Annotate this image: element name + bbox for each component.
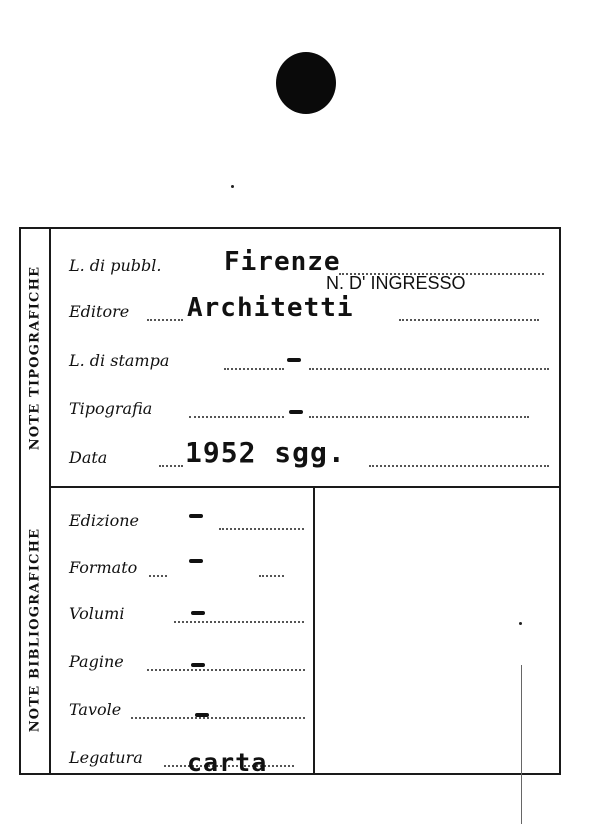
field-label: L. di stampa — [69, 351, 170, 370]
catalog-card — [19, 227, 561, 775]
dotted-line — [149, 575, 167, 577]
dotted-line — [174, 621, 304, 623]
field-value-dash — [191, 663, 205, 667]
field-value: 1952 sgg. — [185, 436, 346, 469]
field-value-dash — [189, 559, 203, 563]
field-label: Tipografia — [69, 399, 153, 418]
field-value-dash — [195, 713, 209, 717]
field-tavole — [69, 693, 309, 723]
ingresso-label: N. D' INGRESSO — [326, 273, 466, 293]
punch-hole — [276, 52, 336, 114]
dotted-line — [159, 465, 183, 467]
field-formato — [69, 551, 309, 581]
field-label: Data — [69, 448, 108, 467]
field-label: Tavole — [69, 700, 122, 719]
field-volumi — [69, 597, 309, 627]
dotted-line — [219, 528, 304, 530]
ingresso-divider — [313, 487, 315, 775]
field-value-dash — [191, 611, 205, 615]
field-edizione — [69, 504, 309, 534]
field-value: carta — [187, 748, 268, 777]
field-label: Formato — [69, 558, 138, 577]
field-label: L. di pubbl. — [69, 256, 162, 275]
dotted-line — [224, 368, 284, 370]
scan-line — [521, 665, 522, 824]
field-editore — [69, 295, 549, 325]
dotted-line — [369, 465, 549, 467]
field-luogo-pubblicazione — [69, 249, 549, 279]
dotted-line — [147, 669, 305, 671]
field-data — [69, 436, 549, 471]
field-value: Firenze — [224, 247, 341, 277]
dotted-line — [189, 416, 284, 418]
field-value-dash — [189, 514, 203, 518]
field-label: Volumi — [69, 604, 125, 623]
speck — [519, 622, 522, 625]
field-value-dash — [287, 358, 301, 362]
field-value: Architetti — [187, 293, 354, 323]
dotted-line — [131, 717, 305, 719]
dotted-line — [309, 368, 549, 370]
field-tipografia — [69, 392, 549, 422]
field-value-dash — [289, 410, 303, 414]
dotted-line — [399, 319, 539, 321]
field-label: Pagine — [69, 652, 124, 671]
field-label: Editore — [69, 302, 130, 321]
dotted-line — [147, 319, 183, 321]
dotted-line — [309, 416, 529, 418]
speck — [231, 185, 234, 188]
section-bibliografiche — [21, 487, 51, 773]
section-tipografiche — [21, 229, 51, 487]
section-title-bibliografiche: NOTE BIBLIOGRAFICHE — [27, 527, 43, 733]
dotted-line — [259, 575, 284, 577]
field-label: Edizione — [69, 511, 139, 530]
section-divider — [51, 486, 559, 488]
field-luogo-stampa — [69, 344, 549, 374]
field-label: Legatura — [69, 748, 143, 767]
field-legatura — [69, 741, 309, 777]
section-title-tipografiche: NOTE TIPOGRAFICHE — [27, 265, 43, 451]
field-pagine — [69, 645, 309, 675]
